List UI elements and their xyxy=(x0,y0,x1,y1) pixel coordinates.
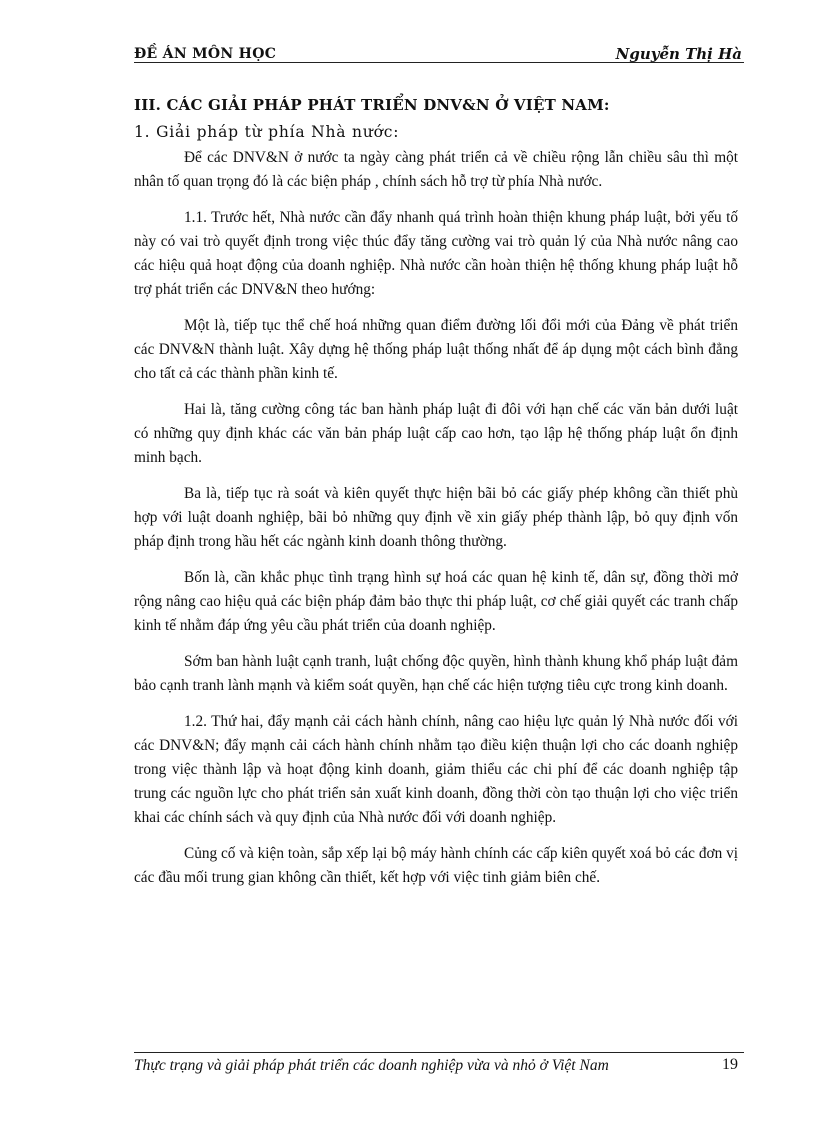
paragraph: 1.1. Trước hết, Nhà nước cần đẩy nhanh quá trình hoàn thiện khung pháp luật, bởi yếu tố này có vai trò quyết định trong việc thúc đẩy tăng cường vai trò quản lý của Nhà nước nâng cao các hiệu quả hoạt động của doanh nghiệp. Nhà nước cần hoàn thiện hệ thống khung pháp luật hỗ trợ phát triển các DNV&N theo hướng: xyxy=(134,209,738,298)
paragraph: Một là, tiếp tục thể chế hoá những quan điểm đường lối đổi mới của Đảng về phát triển các DNV&N thành luật. Xây dựng hệ thống pháp luật thống nhất để áp dụng một cách bình đẳng cho tất cả các thành phần kinh tế. xyxy=(134,317,738,382)
paragraph: Để các DNV&N ở nước ta ngày càng phát triển cả về chiều rộng lẫn chiều sâu thì một nhân tố quan trọng đó là các biện pháp , chính sách hỗ trợ từ phía Nhà nước. xyxy=(134,149,738,190)
paragraph: 1.2. Thứ hai, đẩy mạnh cải cách hành chính, nâng cao hiệu lực quản lý Nhà nước đối với các DNV&N; đẩy mạnh cải cách hành chính nhằm tạo điều kiện thuận lợi cho các doanh nghiệp trong việc thành lập và hoạt động kinh doanh, giảm thiểu các chi phí để các doanh nghiệp tập trung các nguồn lực cho phát triển sản xuất kinh doanh, đồng thời còn tạo thuận lợi cho việc triển khai các chính sách và quy định của Nhà nước đối với doanh nghiệp. xyxy=(134,713,738,826)
footer-document-title: Thực trạng và giải pháp phát triển các doanh nghiệp vừa và nhỏ ở Việt Nam xyxy=(134,1057,609,1074)
page-header xyxy=(134,40,744,63)
subsection-title: 1. Giải pháp từ phía Nhà nước: xyxy=(134,123,400,141)
paragraph: Hai là, tăng cường công tác ban hành pháp luật đi đôi với hạn chế các văn bản dưới luật có những quy định khác các văn bản pháp luật cấp cao hơn, tạo lập hệ thống pháp luật ổn định minh bạch. xyxy=(134,401,738,466)
paragraph: Ba là, tiếp tục rà soát và kiên quyết thực hiện bãi bỏ các giấy phép không cần thiết phù hợp với luật doanh nghiệp, bãi bỏ những quy định về xin giấy phép thành lập, bỏ quy định vốn pháp định trong hầu hết các ngành kinh doanh thông thường. xyxy=(134,485,738,550)
header-course-title: ĐỀ ÁN MÔN HỌC xyxy=(134,46,277,62)
page-number: 19 xyxy=(722,1056,738,1073)
paragraph: Củng cố và kiện toàn, sắp xếp lại bộ máy hành chính các cấp kiên quyết xoá bỏ các đơn vị các đầu mối trung gian không cần thiết, kết hợp với việc tinh giảm biên chế. xyxy=(134,845,738,886)
paragraph: Sớm ban hành luật cạnh tranh, luật chống độc quyền, hình thành khung khổ pháp luật đảm bảo cạnh tranh lành mạnh và kiểm soát quyền, hạn chế các hiện tượng tiêu cực trong kinh doanh. xyxy=(134,653,738,694)
document-body xyxy=(134,96,738,902)
section-title: III. CÁC GIẢI PHÁP PHÁT TRIỂN DNV&N Ở VIỆT NAM: xyxy=(134,96,610,114)
paragraph: Bốn là, cần khắc phục tình trạng hình sự hoá các quan hệ kinh tế, dân sự, đồng thời mở rộng nâng cao hiệu quả các biện pháp đảm bảo thực thi pháp luật, cơ chế giải quyết các tranh chấp kinh tế nhằm đáp ứng yêu cầu phát triển của doanh nghiệp. xyxy=(134,569,738,634)
header-author-name: Nguyễn Thị Hà xyxy=(615,45,742,63)
page-footer xyxy=(134,1052,744,1074)
